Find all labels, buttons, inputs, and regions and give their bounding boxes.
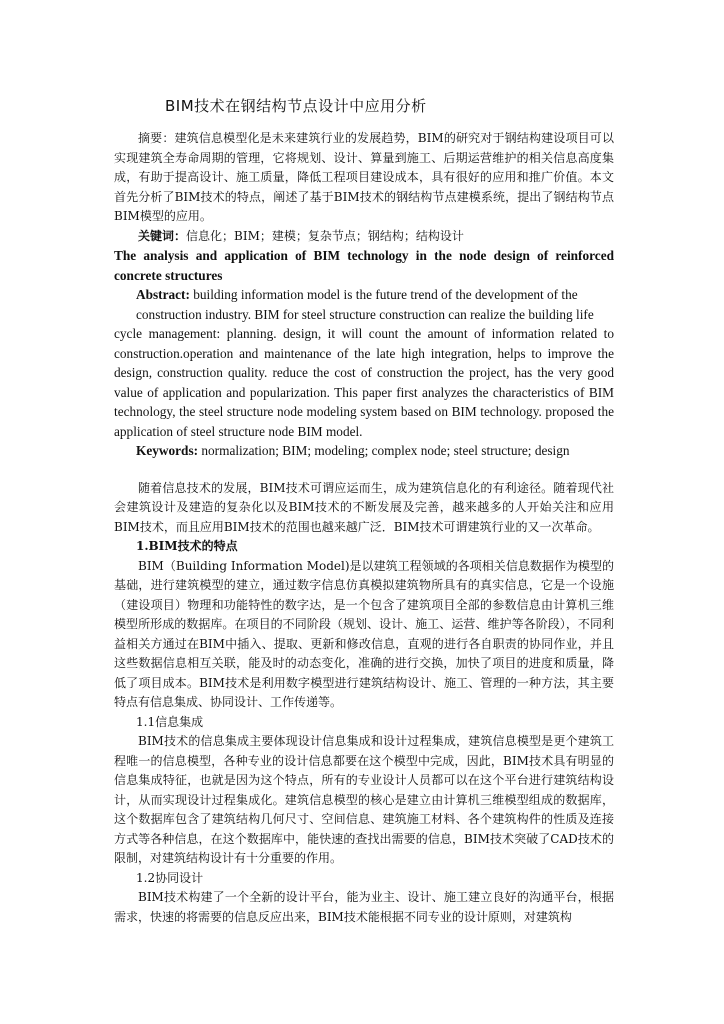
abstract-cn-label: 摘要：	[138, 131, 175, 145]
keywords-en-label: Keywords:	[136, 443, 199, 458]
section-gap	[114, 461, 614, 479]
abstract-en-line1	[114, 285, 614, 305]
section-1-body: BIM（Building Information Model)是以建筑工程领域的各项相关信息数据作为模型的基础，进行建筑模型的建立，通过数字信息仿真模拟建筑物所具有的真实信息，它是一个设施（建设项目）物理和功能特性的数字达，是一个包含了建筑项目全部的参数信息由计算机三维模型所形成的数据库。在项目的不同阶段（规划、设计、施工、运营、维护等各阶段），不同利益相关方通过在BIM中插入、提取、更新和修改信息，直观的进行各自职责的协同作业，并且这些数据信息相互关联，能及时的动态变化，准确的进行交换，加快了项目的进度和质量，降低了项目成本。BIM技术是利用数字模型进行建筑结构设计、施工、管理的一种方法，其主要特点有信息集成、协同设计、工作传递等。	[114, 558, 614, 709]
keywords-en	[114, 441, 614, 461]
abstract-en-line1-text: building information model is the future trend of the development of the	[193, 287, 578, 302]
section-1-2-body: BIM技术构建了一个全新的设计平台，能为业主、设计、施工建立良好的沟通平台，根据需求，快速的将需要的信息反应出来，BIM技术能根据不同专业的设计原则，对建筑构	[114, 890, 614, 924]
keywords-en-text: normalization; BIM; modeling; complex node; steel structure; design	[201, 443, 570, 458]
section-1-2-heading: 1.2协同设计	[136, 870, 204, 885]
keywords-cn-text: 信息化；BIM；建模；复杂节点；钢结构；结构设计	[186, 228, 464, 243]
english-title: The analysis and application of BIM technology in the node design of reinforced concrete structures	[114, 248, 614, 283]
paper-title: BIM技术在钢结构节点设计中应用分析	[165, 97, 427, 115]
abstract-en-label: Abstract:	[136, 287, 190, 302]
keywords-cn-label: 关键词：	[138, 228, 187, 243]
abstract-en-line2: construction industry. BIM for steel structure construction can realize the building life	[136, 306, 594, 322]
intro-paragraph: 随着信息技术的发展，BIM技术可谓应运而生，成为建筑信息化的有利途径。随着现代社会建筑设计及建造的复杂化以及BIM技术的不断发展及完善，越来越多的人开始关注和应用BIM技术，而且应用BIM技术的范围也越来越广泛．BIM技术可谓建筑行业的又一次革命。	[114, 480, 614, 534]
abstract-cn-text: 建筑信息模型化是未来建筑行业的发展趋势，BIM的研究对于钢结构建设项目可以实现建筑全寿命周期的管理，它将规划、设计、算量到施工、后期运营维护的相关信息高度集成，有助于提高设计、施工质量，降低工程项目建设成本，具有很好的应用和推广价值。本文首先分析了BIM技术的特点，阐述了基于BIM技术的钢结构节点建模系统，提出了钢结构节点BIM模型的应用。	[114, 131, 614, 223]
abstract-en-body: cycle management: planning. design, it will count the amount of information related to construction.operation and maintenance of the late high integration, helps to improve the design, construction quality. reduce the cost of construction the project, has the very good value of application and popularization. This paper first analyzes the characteristics of BIM technology, the steel structure node modeling system based on BIM technology. proposed the application of steel structure node BIM model.	[114, 326, 614, 439]
body-column	[114, 129, 614, 927]
abstract-cn	[114, 129, 614, 227]
keywords-cn	[114, 227, 614, 247]
section-1-heading: 1.BIM技术的特点	[136, 539, 238, 553]
section-1-1-heading: 1.1信息集成	[136, 714, 204, 729]
section-1-1-body: BIM技术的信息集成主要体现设计信息集成和设计过程集成，建筑信息模型是更个建筑工程唯一的信息模型，各种专业的设计信息都要在这个模型中完成，因此，BIM技术具有明显的信息集成特征，也就是因为这个特点，所有的专业设计人员都可以在这个平台进行建筑结构设计，从而实现设计过程集成化。建筑信息模型的核心是建立由计算机三维模型组成的数据库，这个数据库包含了建筑结构几何尺寸、空间信息、建筑施工材料、各个建筑构件的性质及连接方式等各种信息，在这个数据库中，能快速的查找出需要的信息，BIM技术突破了CAD技术的限制，对建筑结构设计有十分重要的作用。	[114, 734, 614, 865]
